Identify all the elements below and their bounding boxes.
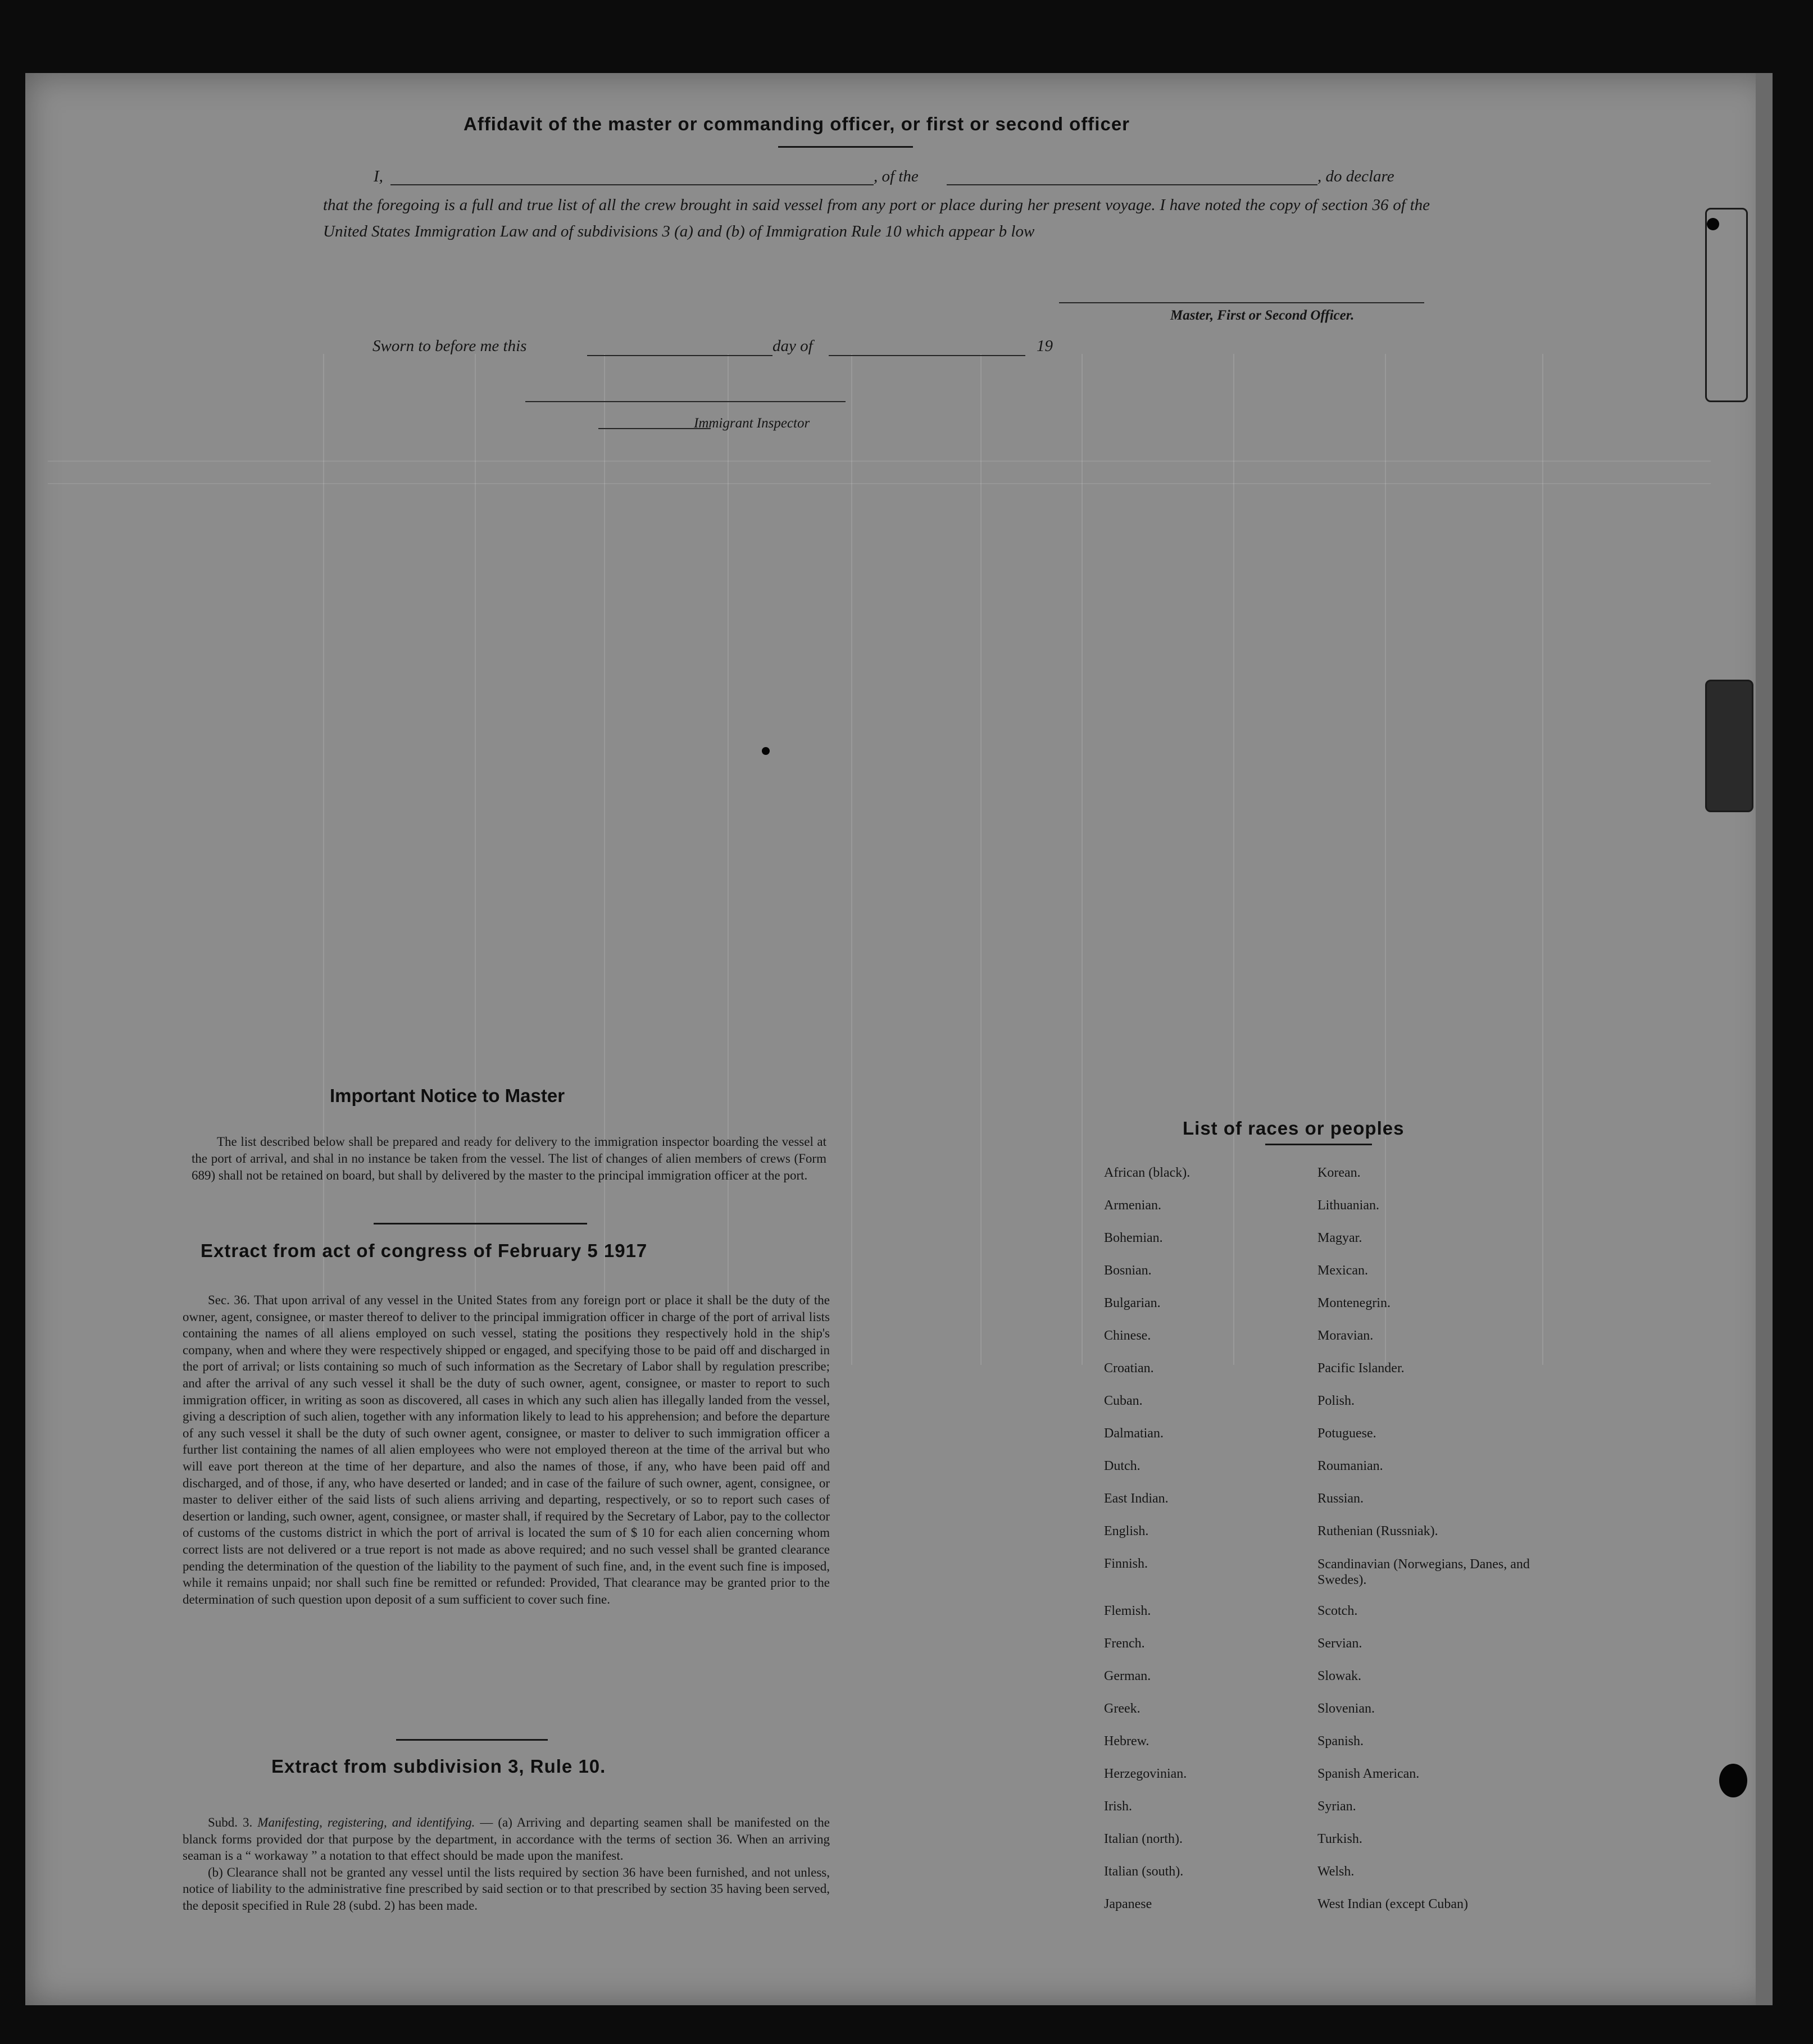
inspector-signature-line[interactable]: [525, 401, 846, 402]
race-item: Scotch.: [1317, 1604, 1358, 1618]
race-item: Ruthenian (Russniak).: [1317, 1524, 1438, 1538]
sworn-day-label: day of: [773, 337, 813, 355]
race-item: Slovenian.: [1317, 1701, 1375, 1716]
races-left-column: [1104, 1166, 1317, 1941]
race-item: East Indian.: [1104, 1491, 1169, 1506]
race-item: Polish.: [1317, 1394, 1355, 1408]
race-item: Syrian.: [1317, 1799, 1356, 1814]
subd-para-a: — (a) Arriving and departing seamen shall be manifested on the blanck forms provided dor that purpose by the department, in accordance with the terms of section 36. When an arriving seaman is a “ workaway ” a notation to that effect should be made upon the manifest.: [183, 1815, 830, 1863]
race-item: Mexican.: [1317, 1263, 1368, 1278]
ink-dot: [762, 747, 770, 755]
race-item: German.: [1104, 1669, 1151, 1683]
race-item: Dalmatian.: [1104, 1426, 1164, 1441]
race-item: Italian (south).: [1104, 1864, 1184, 1879]
affidavit-body: that the foregoing is a full and true list of all the crew brought in said vessel from any port or place during her present voyage. I have noted the copy of section 36 of the United States Immigration Law and of subdivisions 3 (a) and (b) of Immigration Rule 10 which appear b low: [323, 196, 1430, 240]
subd-heading: Manifesting, registering, and identifying.: [257, 1815, 475, 1829]
race-item: Slowak.: [1317, 1669, 1361, 1683]
race-item: Montenegrin.: [1317, 1296, 1391, 1310]
race-item: Greek.: [1104, 1701, 1140, 1716]
rule-title: Extract from subdivision 3, Rule 10.: [271, 1756, 606, 1777]
race-item: Japanese: [1104, 1897, 1152, 1911]
race-item: English.: [1104, 1524, 1149, 1538]
race-item: Pacific Islander.: [1317, 1361, 1405, 1376]
notice-rule: [374, 1223, 587, 1224]
title-rule: [778, 146, 913, 148]
page-edge: [1756, 73, 1773, 2005]
race-item: Russian.: [1317, 1491, 1364, 1506]
race-item: Potuguese.: [1317, 1426, 1376, 1441]
race-item: Irish.: [1104, 1799, 1132, 1814]
race-item: Moravian.: [1317, 1328, 1374, 1343]
race-item: Spanish.: [1317, 1734, 1364, 1749]
subd-label: Subd. 3.: [208, 1815, 253, 1829]
race-item: Croatian.: [1104, 1361, 1154, 1376]
race-item: Lithuanian.: [1317, 1198, 1379, 1213]
binder-clip-icon: [1705, 208, 1748, 402]
sworn-month-field[interactable]: [829, 355, 1025, 356]
race-item: West Indian (except Cuban): [1317, 1897, 1468, 1911]
race-item: Bulgarian.: [1104, 1296, 1161, 1310]
affidavit-line-i: I,: [374, 167, 383, 185]
master-label: Master, First or Second Officer.: [1170, 308, 1355, 323]
race-item: Herzegovinian.: [1104, 1767, 1187, 1781]
races-title: List of races or peoples: [1183, 1118, 1405, 1139]
sec-36-text: That upon arrival of any vessel in the United States from any foreign port or place it shall be the duty of the owner, agent, consignee, or master thereof to deliver to the principal immigration officer in charge of the port of arrival lists containing the names of all aliens employed on such vessel, stating the positions they respectively hold in the ship's company, when and where they were respectively shipped or engaged, and specifying those to be paid off and discharged in the port of arrival; or lists containing so much of such information as the Secretary of Labor shall by regulation prescribe; and after the arrival of any such vessel it shall be the duty of such owner, agent, consignee, or master to report to such immigration officer, in writing as soon as discovered, all cases in which any such alien has illegally landed from the vessel, giving a description of such alien, together with any information likely to lead to his apprehension; and before the departure of any such vessel it shall be the duty of such owner agent, consignee, or master to deliver to such immigration officer a further list containing the names of all alien employees who were not employed thereon at the time of the arrival but who will eave port thereon at the time of her departure, and also the names of those, if any, who have been paid off and discharged, and of those, if any, who have deserted or landed; and in case of the failure of such owner, agent, consignee, or master to deliver either of the said lists of such aliens arriving and departing, respectively, or so to report such cases of desertion or landing, such owner, agent, consignee, or master shall, if required by the Secretary of Labor, pay to the collector of customs of the customs district in which the port of arrival is located the sum of $ 10 for each alien concerning whom correct lists are not delivered or a true report is not made as above required; and no such vessel shall be granted clearance pending the determination of the question of the liability to the payment of such fine, and, in the event such fine is imposed, while it remains unpaid; nor shall such fine be remitted or refunded: Provided, That clearance may be granted prior to the determination of such question upon deposit of a sum sufficient to cover such fine.: [183, 1293, 830, 1606]
act-body: [183, 1292, 830, 1608]
sworn-day-field[interactable]: [587, 355, 773, 356]
punch-hole-icon: [1707, 218, 1719, 230]
notice-title: Important Notice to Master: [330, 1085, 565, 1106]
manifest-page: [25, 73, 1773, 2005]
race-item: Bosnian.: [1104, 1263, 1152, 1278]
race-item: Dutch.: [1104, 1459, 1140, 1473]
race-item: Turkish.: [1317, 1832, 1362, 1846]
subd-para-b: (b) Clearance shall not be granted any vessel until the lists required by section 36 have been furnished, and not unless, notice of liability to the administrative fine prescribed by said section or to that prescribed by section 35 having been served, the deposit specified in Rule 28 (subd. 2) has been made.: [183, 1865, 830, 1913]
master-signature-field[interactable]: [1059, 302, 1424, 303]
punch-hole-icon: [1719, 1764, 1747, 1797]
race-item: Magyar.: [1317, 1231, 1362, 1245]
rule-body: [183, 1814, 830, 1914]
notice-body: The list described below shall be prepared and ready for delivery to the immigration inspector boarding the vessel at the port of arrival, and shal in no instance be taken from the vessel. The list of changes of alien members of crews (Form 689) shall not be retained on board, but shall by delivered by the master to the principal immigration officer at the port.: [192, 1135, 826, 1182]
race-item: Bohemian.: [1104, 1231, 1163, 1245]
sec-36-label: Sec. 36.: [208, 1293, 251, 1307]
race-item: Welsh.: [1317, 1864, 1355, 1879]
race-item: French.: [1104, 1636, 1145, 1651]
races-rule: [1265, 1144, 1372, 1145]
race-item: Armenian.: [1104, 1198, 1161, 1213]
race-item: Korean.: [1317, 1166, 1361, 1180]
race-item: Cuban.: [1104, 1394, 1143, 1408]
vessel-name-field[interactable]: [947, 184, 1317, 185]
act-rule: [396, 1739, 548, 1741]
act-title: Extract from act of congress of February 5 1917: [201, 1240, 648, 1261]
affidavit-title: Affidavit of the master or commanding officer, or first or second officer: [464, 113, 1130, 134]
declarant-name-field[interactable]: [390, 184, 874, 185]
race-item: Hebrew.: [1104, 1734, 1149, 1749]
affidavit-line-of: , of the: [874, 167, 919, 185]
race-item: Roumanian.: [1317, 1459, 1383, 1473]
sworn-prefix: Sworn to before me this: [372, 337, 527, 355]
race-item: Spanish American.: [1317, 1767, 1420, 1781]
binder-clip-icon: [1705, 680, 1753, 812]
race-item: Flemish.: [1104, 1604, 1151, 1618]
inspector-label: Immigrant Inspector: [694, 416, 810, 431]
sworn-year: 19: [1037, 337, 1053, 355]
race-item: Servian.: [1317, 1636, 1362, 1651]
race-item: African (black).: [1104, 1166, 1191, 1180]
race-item: Italian (north).: [1104, 1832, 1183, 1846]
affidavit-line-declare: , do declare: [1317, 167, 1394, 185]
race-item: Finnish.: [1104, 1556, 1148, 1571]
race-item: Scandinavian (Norwegians, Danes, and Swedes).: [1317, 1557, 1530, 1587]
races-right-column: [1317, 1166, 1553, 1941]
race-item: Chinese.: [1104, 1328, 1151, 1343]
